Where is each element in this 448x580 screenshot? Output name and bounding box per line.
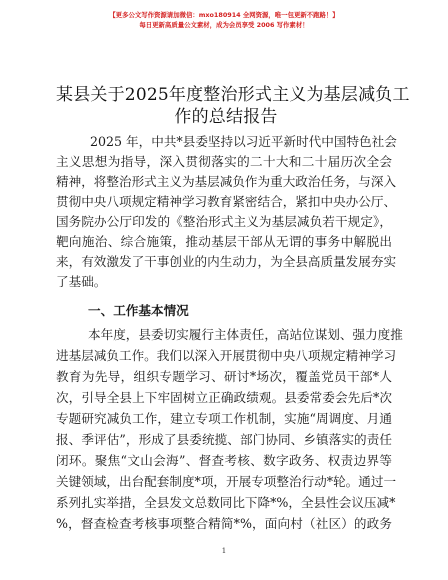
intro-line-8: 了基础。 — [56, 274, 107, 289]
section-line-4: 次，引导全县上下牢固树立正确政绩观。县委常委会先后*次 — [56, 390, 392, 405]
intro-line-7: 来，有效激发了干事创业的内生动力，为全县高质量发展夯实 — [56, 254, 397, 269]
section-line-7: 闭环。聚焦“文山会海”、督查考核、数字政务、权责边界等 — [56, 453, 392, 468]
section-line-2: 进基层减负工作。我们以深入开展贯彻中央八项规定精神学习 — [56, 348, 397, 363]
intro-line-5: 国务院办公厅印发的《整治形式主义为基层减负若干规定》， — [56, 214, 392, 229]
intro-line-1: 2025 年，中共*县委坚持以习近平新时代中国特色社会 — [90, 134, 397, 149]
intro-line-6: 靶向施治、综合施策，推动基层干部从无谓的事务中解脱出 — [56, 234, 392, 249]
section-line-6: 报、季评估”，形成了县委统揽、部门协同、乡镇落实的责任 — [56, 432, 392, 447]
intro-line-3: 精神，将整治形式主义为基层减负作为重大政治任务，与深入 — [56, 174, 397, 189]
section-line-9: 系列扎实举措，全县发文总数同比下降*%，全县性会议压减* — [56, 495, 396, 510]
section-line-8: 关键领域，出台配套制度*项，开展专项整治行动*轮。通过一 — [56, 474, 397, 489]
intro-line-2: 主义思想为指导，深入贯彻落实的二十大和二十届历次全会 — [56, 154, 392, 169]
section-heading: 一、工作基本情况 — [88, 303, 189, 318]
section-line-3: 教育为先导，组织专题学习、研讨*场次，覆盖党员干部*人 — [56, 369, 392, 384]
promo-banner-line-1: 【更多公文写作资源请加微信：mxo180914 全网资源，唯一包更新不跑路！】 — [109, 11, 339, 19]
section-line-10: %，督查检查考核事项整合精简*%，面向村（社区）的政务 — [56, 516, 392, 531]
document-title-line-2: 作的总结报告 — [174, 107, 278, 127]
promo-banner-line-2: 每日更新高质量公文素材，成为会员享受 2006 写作素材！ — [139, 21, 309, 29]
section-line-5: 专题研究减负工作，建立专项工作机制，实施“周调度、月通 — [56, 411, 392, 426]
intro-line-4: 贯彻中央八项规定精神学习教育紧密结合，紧扣中央办公厅、 — [56, 194, 397, 209]
document-title-line-1: 某县关于2025年度整治形式主义为基层减负工 — [56, 85, 410, 105]
page-number: 1 — [221, 547, 227, 555]
section-line-1: 本年度，县委切实履行主体责任，高站位谋划、强力度推 — [88, 327, 403, 342]
